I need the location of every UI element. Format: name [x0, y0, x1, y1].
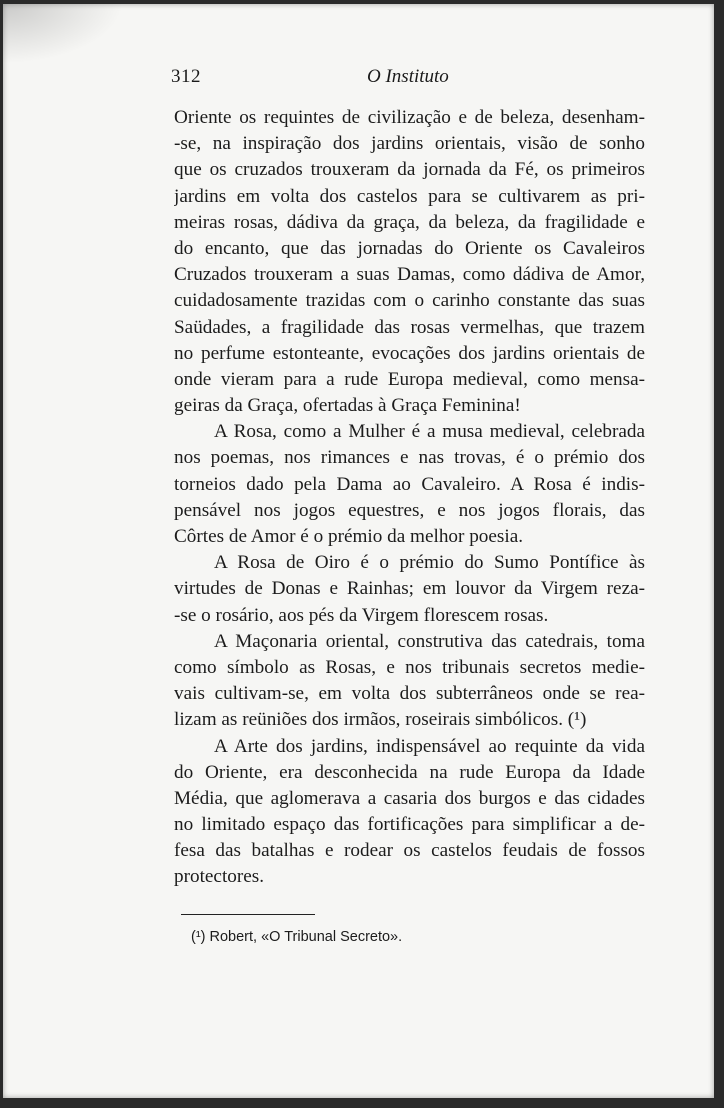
scan-shadow	[3, 4, 123, 64]
text-line: como símbolo as Rosas, e nos tribunais secretos medie-	[174, 656, 645, 678]
text-line: Côrtes de Amor é o prémio da melhor poesia.	[174, 526, 524, 547]
text-line: meiras rosas, dádiva da graça, da beleza, da fragilidade e	[174, 211, 645, 233]
text-line: jardins em volta dos castelos para se cultivarem as pri-	[174, 185, 645, 207]
text-line: cuidadosamente trazidas com o carinho constante das suas	[174, 290, 645, 312]
text-line: no perfume estonteante, evocações dos jardins orientais de	[174, 342, 645, 364]
text-line: vais cultivam-se, em volta dos subterrâneos onde se rea-	[174, 683, 645, 705]
text-line: nos poemas, nos rimances e nas trovas, é o prémio dos	[174, 447, 645, 469]
text-line: lizam as reüniões dos irmãos, roseirais simbólicos. (¹)	[174, 709, 587, 731]
paragraph	[174, 550, 645, 629]
text-line: Cruzados trouxeram a suas Damas, como dádiva de Amor,	[174, 264, 645, 286]
text-line: que os cruzados trouxeram da jornada da Fé, os primeiros	[174, 159, 645, 181]
footnote-rule	[181, 914, 315, 915]
paragraph	[174, 734, 645, 891]
book-page	[3, 4, 714, 1098]
page-number: 312	[171, 66, 201, 87]
text-line: A Maçonaria oriental, construtiva das catedrais, toma	[214, 630, 645, 652]
paragraph	[174, 629, 645, 734]
text-line: virtudes de Donas e Rainhas; em louvor da Virgem reza-	[174, 578, 645, 600]
text-line: do encanto, que das jornadas do Oriente os Cavaleiros	[174, 237, 645, 259]
text-line: onde vieram para a rude Europa medieval, como mensa-	[174, 368, 645, 390]
text-line: A Rosa de Oiro é o prémio do Sumo Pontífice às	[214, 552, 645, 574]
text-line: geiras da Graça, ofertadas à Graça Feminina!	[174, 395, 521, 417]
text-line: do Oriente, era desconhecida na rude Europa da Idade	[174, 761, 645, 783]
paragraph	[174, 419, 645, 550]
text-line: A Arte dos jardins, indispensável ao requinte da vida	[214, 735, 645, 757]
text-line: Média, que aglomerava a casaria dos burgos e das cidades	[174, 787, 645, 809]
text-line: fesa das batalhas e rodear os castelos feudais de fossos	[174, 840, 645, 862]
running-title: O Instituto	[367, 66, 449, 87]
text-line: A Rosa, como a Mulher é a musa medieval, celebrada	[214, 421, 645, 443]
text-line: protectores.	[174, 866, 265, 888]
text-line: no limitado espaço das fortificações para simplificar a de-	[174, 814, 645, 836]
body-text	[174, 105, 645, 891]
text-line: Oriente os requintes de civilização e de beleza, desenham-	[174, 107, 645, 128]
paragraph	[174, 105, 645, 419]
text-line: pensável nos jogos equestres, e nos jogos florais, das	[174, 499, 645, 521]
text-line: Saüdades, a fragilidade das rosas vermelhas, que trazem	[174, 316, 645, 338]
text-line: torneios dado pela Dama ao Cavaleiro. A Rosa é indis-	[174, 473, 645, 495]
footnote: (¹) Robert, «O Tribunal Secreto».	[191, 929, 403, 945]
text-line: -se, na inspiração dos jardins orientais, visão de sonho	[174, 133, 645, 155]
text-line: -se o rosário, aos pés da Virgem florescem rosas.	[174, 604, 549, 626]
running-head	[3, 66, 714, 94]
